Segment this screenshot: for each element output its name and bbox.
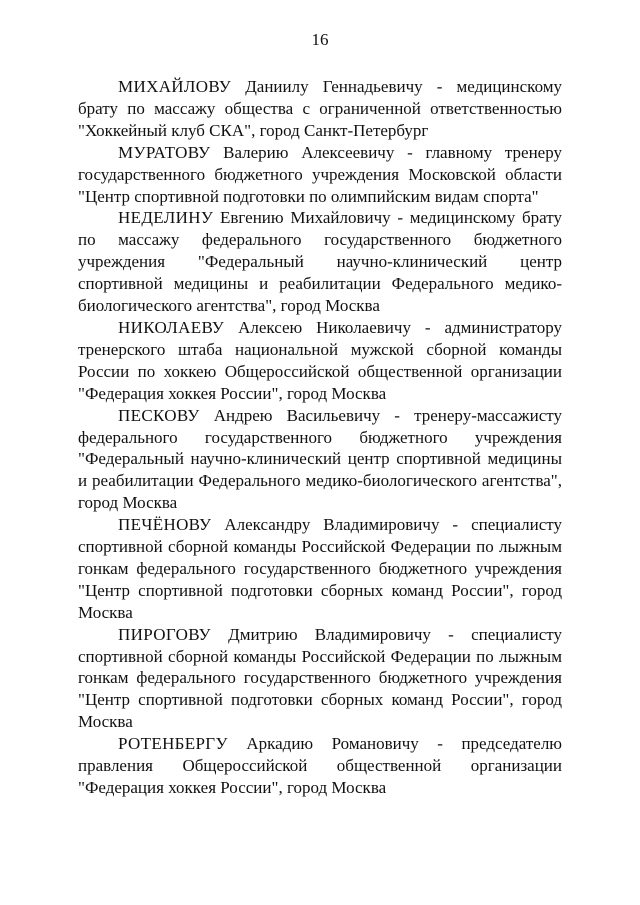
recipient-details: Дмитрию Владимировичу - специалисту спортивной сборной команды Российской Федерации по лыжным гонкам федерального государственного бюджетного учреждения "Центр спортивной подготовки сборных команд России", город Москва — [78, 624, 562, 732]
recipient-details: Валерию Алексеевичу - главному тренеру государственного бюджетного учреждения Московской области "Центр спортивной подготовки по олимпийским видам спорта" — [78, 142, 562, 206]
list-item — [78, 207, 562, 317]
recipient-surname: ПИРОГОВУ — [118, 624, 211, 644]
recipient-surname: НЕДЕЛИНУ — [118, 208, 214, 228]
recipient-surname: НИКОЛАЕВУ — [118, 317, 225, 337]
recipient-surname: ПЕСКОВУ — [118, 405, 200, 425]
recipient-details: Алексею Николаевичу - администратору тренерского штаба национальной мужской сборной команды России по хоккею Общероссийской общественной организации "Федерация хоккея России", город Москва — [78, 317, 562, 403]
recipient-details: Аркадию Романовичу - председателю правления Общероссийской общественной организации "Федерация хоккея России", город Москва — [78, 734, 562, 797]
recipient-details: Даниилу Геннадьевичу - медицинскому брату по массажу общества с ограниченной ответственностью "Хоккейный клуб СКА", город Санкт-Петербург — [78, 77, 562, 140]
list-item — [78, 405, 562, 515]
recipient-details: Евгению Михайловичу - медицинскому брату по массажу федерального государственного бюджетного учреждения "Федеральный научно-клинический центр спортивной медицины и реабилитации Федерального медико-биологического агентства", город Москва — [78, 208, 562, 316]
recipient-surname: МУРАТОВУ — [118, 142, 211, 162]
list-item — [78, 514, 562, 624]
recipient-details: Андрею Васильевичу - тренеру-массажисту федерального государственного бюджетного учреждения "Федеральный научно-клинический центр спортивной медицины и реабилитации Федерального медико-биологического агентства", город Москва — [78, 405, 562, 513]
list-item — [78, 624, 562, 734]
list-item — [78, 733, 562, 799]
recipient-surname: РОТЕНБЕРГУ — [118, 734, 228, 754]
list-item — [78, 76, 562, 142]
page-number: 16 — [311, 30, 329, 49]
list-item — [78, 317, 562, 405]
list-item — [78, 142, 562, 208]
award-list — [78, 76, 562, 799]
recipient-surname: ПЕЧЁНОВУ — [118, 515, 212, 535]
recipient-surname: МИХАЙЛОВУ — [118, 77, 232, 96]
recipient-details: Александру Владимировичу - специалисту спортивной сборной команды Российской Федерации по лыжным гонкам федерального государственного бюджетного учреждения "Центр спортивной подготовки сборных команд России", город Москва — [78, 515, 562, 622]
